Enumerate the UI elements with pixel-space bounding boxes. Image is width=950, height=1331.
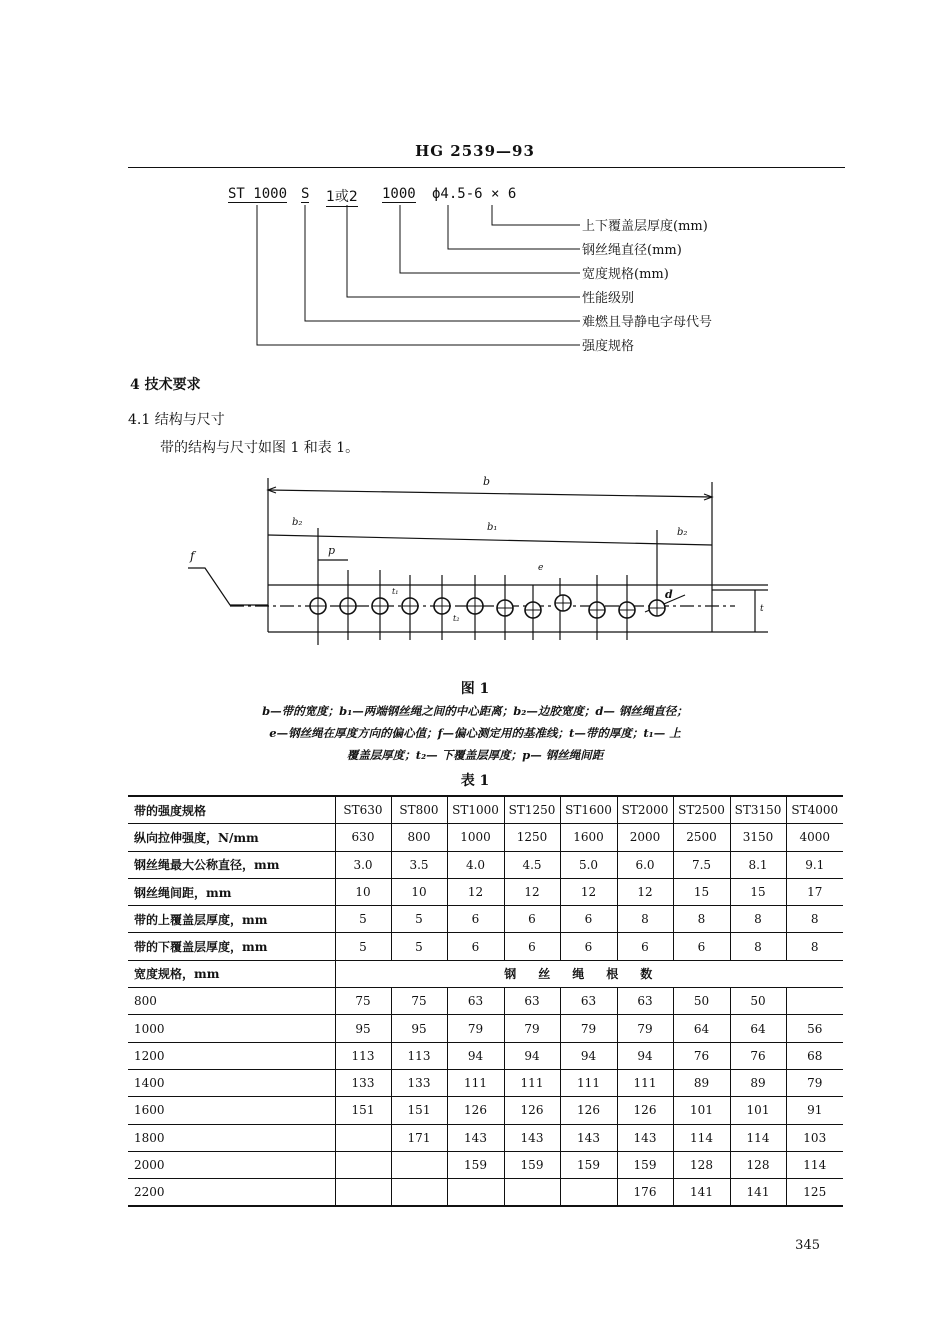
- table-cell: 1600: [560, 824, 617, 851]
- table-cell: 6: [617, 933, 673, 960]
- table-cell: 10: [335, 878, 391, 905]
- table-cell: 101: [673, 1097, 730, 1124]
- table-row: [128, 960, 843, 987]
- table-cell: 8: [617, 906, 673, 933]
- table-cell: 12: [560, 878, 617, 905]
- fig-label-d: d: [665, 588, 673, 601]
- fig-label-b2-right: b₂: [677, 527, 688, 538]
- table-1-title: 表 1: [460, 773, 490, 789]
- table-cell: 12: [504, 878, 560, 905]
- table-cell: 9.1: [786, 851, 843, 878]
- table-cell: 79: [504, 1015, 560, 1042]
- table-row: [128, 933, 843, 960]
- table-cell: 75: [335, 988, 391, 1015]
- table-cell: 94: [504, 1042, 560, 1069]
- fig-label-b: b: [483, 475, 491, 488]
- table-cell: 6: [504, 906, 560, 933]
- fig-label-t: t: [760, 604, 764, 614]
- table-cell: 63: [617, 988, 673, 1015]
- table-cell: 113: [391, 1042, 447, 1069]
- table-cell: 6.0: [617, 851, 673, 878]
- table-cell: 3150: [730, 824, 786, 851]
- table-cell: 111: [447, 1069, 504, 1096]
- table-row: [128, 906, 843, 933]
- table-row: [128, 878, 843, 905]
- table-cell: 76: [730, 1042, 786, 1069]
- table-row: [128, 1097, 843, 1124]
- table-cell: 68: [786, 1042, 843, 1069]
- table-cell: [504, 1179, 560, 1207]
- table-cell: 5: [335, 906, 391, 933]
- header-cell: ST1250: [504, 796, 560, 824]
- table-cell: 125: [786, 1179, 843, 1207]
- table-cell: 79: [617, 1015, 673, 1042]
- table-cell: 159: [504, 1151, 560, 1178]
- table-cell: 6: [560, 906, 617, 933]
- table-cell: 89: [730, 1069, 786, 1096]
- row-label: 1200: [128, 1042, 335, 1069]
- table-cell: 8: [730, 906, 786, 933]
- row-label: 1000: [128, 1015, 335, 1042]
- table-cell: 5: [391, 933, 447, 960]
- table-cell: 3.0: [335, 851, 391, 878]
- header-cell: ST1000: [447, 796, 504, 824]
- table-cell: 75: [391, 988, 447, 1015]
- section-4-1-text: 带的结构与尺寸如图 1 和表 1。: [160, 440, 360, 456]
- fig-label-p: p: [328, 544, 336, 557]
- row-label: 钢丝绳间距，mm: [128, 878, 335, 905]
- table-row: [128, 988, 843, 1015]
- table-cell: 126: [504, 1097, 560, 1124]
- table-cell: 56: [786, 1015, 843, 1042]
- table-cell: 6: [673, 933, 730, 960]
- row-label: 钢丝绳最大公称直径，mm: [128, 851, 335, 878]
- table-cell: 151: [391, 1097, 447, 1124]
- code-letter: S: [301, 186, 310, 202]
- table-cell: 6: [447, 906, 504, 933]
- table-cell: 15: [730, 878, 786, 905]
- table-cell: 4.5: [504, 851, 560, 878]
- row-label: 2200: [128, 1179, 335, 1207]
- table-row: [128, 1151, 843, 1178]
- table-cell: 5.0: [560, 851, 617, 878]
- fig-label-e: e: [538, 563, 544, 573]
- table-cell: 50: [730, 988, 786, 1015]
- table-cell: 91: [786, 1097, 843, 1124]
- table-cell: 151: [335, 1097, 391, 1124]
- figure-caption-line-3: 覆盖层厚度；t₂— 下覆盖层厚度；p— 钢丝绳间距: [346, 748, 604, 762]
- row-label: 2000: [128, 1151, 335, 1178]
- row-label: 1600: [128, 1097, 335, 1124]
- table-cell: 15: [673, 878, 730, 905]
- table-cell: 4000: [786, 824, 843, 851]
- table-cell: 64: [730, 1015, 786, 1042]
- table-cell: [786, 988, 843, 1015]
- row-label: 纵向拉伸强度，N/mm: [128, 824, 335, 851]
- table-cell: 50: [673, 988, 730, 1015]
- header-cell: ST3150: [730, 796, 786, 824]
- table-cell: 3.5: [391, 851, 447, 878]
- table-cell: 6: [447, 933, 504, 960]
- table-cell: 159: [617, 1151, 673, 1178]
- code-width: 1000: [382, 186, 416, 202]
- table-cell: 111: [504, 1069, 560, 1096]
- table-cell: [335, 1179, 391, 1207]
- table-cell: 17: [786, 878, 843, 905]
- table-cell: 143: [447, 1124, 504, 1151]
- table-cell: 10: [391, 878, 447, 905]
- page-number: 345: [795, 1238, 820, 1253]
- header-cell: ST800: [391, 796, 447, 824]
- row-label: 带的下覆盖层厚度，mm: [128, 933, 335, 960]
- table-cell: 143: [560, 1124, 617, 1151]
- table-cell: 159: [447, 1151, 504, 1178]
- table-cell: 8: [673, 906, 730, 933]
- fig-label-f: f: [190, 549, 195, 563]
- merged-header-cell: 钢丝绳根数: [335, 960, 843, 987]
- table-cell: 5: [335, 933, 391, 960]
- table-cell: 143: [617, 1124, 673, 1151]
- table-row: [128, 1042, 843, 1069]
- table-cell: 94: [447, 1042, 504, 1069]
- table-cell: 2000: [617, 824, 673, 851]
- table-cell: 95: [335, 1015, 391, 1042]
- header-cell: ST2500: [673, 796, 730, 824]
- legend-letter-code: 难燃且导静电字母代号: [582, 315, 713, 330]
- table-cell: 126: [447, 1097, 504, 1124]
- table-cell: 6: [504, 933, 560, 960]
- figure-caption-line-1: b—带的宽度；b₁—两端钢丝绳之间的中心距离；b₂—边胶宽度；d— 钢丝绳直径；: [262, 704, 688, 718]
- table-cell: 79: [786, 1069, 843, 1096]
- table-cell: 126: [617, 1097, 673, 1124]
- table-cell: 95: [391, 1015, 447, 1042]
- row-label: 带的上覆盖层厚度，mm: [128, 906, 335, 933]
- table-cell: 6: [560, 933, 617, 960]
- header-cell: 带的强度规格: [128, 796, 335, 824]
- table-cell: 141: [673, 1179, 730, 1207]
- figure-caption-line-2: e—钢丝绳在厚度方向的偏心值；f—偏心测定用的基准线；t—带的厚度；t₁— 上: [269, 726, 681, 740]
- table-row: [128, 1069, 843, 1096]
- table-cell: 126: [560, 1097, 617, 1124]
- table-cell: 128: [730, 1151, 786, 1178]
- table-row: [128, 851, 843, 878]
- legend-cover-thickness: 上下覆盖层厚度(mm): [582, 219, 708, 234]
- table-cell: 133: [391, 1069, 447, 1096]
- table-cell: 8: [786, 933, 843, 960]
- table-1: [128, 795, 843, 1207]
- table-cell: 2500: [673, 824, 730, 851]
- table-cell: 64: [673, 1015, 730, 1042]
- table-cell: [447, 1179, 504, 1207]
- code-strength: ST 1000: [228, 186, 288, 202]
- section-4-heading: 4 技术要求: [130, 377, 201, 393]
- table-cell: 5: [391, 906, 447, 933]
- table-cell: 159: [560, 1151, 617, 1178]
- table-cell: 89: [673, 1069, 730, 1096]
- row-label: 1400: [128, 1069, 335, 1096]
- table-cell: 7.5: [673, 851, 730, 878]
- header-cell: ST2000: [617, 796, 673, 824]
- legend-strength-spec: 强度规格: [582, 339, 635, 354]
- table-cell: 79: [560, 1015, 617, 1042]
- table-cell: 94: [617, 1042, 673, 1069]
- row-label: 800: [128, 988, 335, 1015]
- table-cell: 63: [447, 988, 504, 1015]
- table-cell: [335, 1151, 391, 1178]
- table-cell: [391, 1151, 447, 1178]
- table-cell: 101: [730, 1097, 786, 1124]
- table-cell: 114: [786, 1151, 843, 1178]
- header-cell: ST1600: [560, 796, 617, 824]
- table-cell: 8.1: [730, 851, 786, 878]
- table-cell: 176: [617, 1179, 673, 1207]
- table-cell: 143: [504, 1124, 560, 1151]
- figure-1-title: 图 1: [460, 681, 490, 697]
- table-cell: 1250: [504, 824, 560, 851]
- table-cell: [560, 1179, 617, 1207]
- table-cell: 630: [335, 824, 391, 851]
- table-row: [128, 1179, 843, 1207]
- legend-performance-grade: 性能级别: [582, 291, 635, 306]
- code-diameter-thickness: ϕ4.5-6 × 6: [432, 186, 517, 202]
- table-cell: 103: [786, 1124, 843, 1151]
- table-cell: 94: [560, 1042, 617, 1069]
- table-cell: 113: [335, 1042, 391, 1069]
- table-cell: 63: [504, 988, 560, 1015]
- header-cell: ST4000: [786, 796, 843, 824]
- table-cell: 114: [673, 1124, 730, 1151]
- table-cell: [335, 1124, 391, 1151]
- table-cell: 111: [560, 1069, 617, 1096]
- table-cell: [391, 1179, 447, 1207]
- fig-label-t1: t₁: [392, 587, 399, 596]
- table-cell: 8: [786, 906, 843, 933]
- table-row: [128, 1124, 843, 1151]
- table-cell: 133: [335, 1069, 391, 1096]
- table-cell: 63: [560, 988, 617, 1015]
- row-label: 宽度规格，mm: [128, 960, 335, 987]
- table-cell: 1000: [447, 824, 504, 851]
- legend-width-spec: 宽度规格(mm): [582, 267, 669, 282]
- table-cell: 141: [730, 1179, 786, 1207]
- page-header-title: HG 2539—93: [415, 142, 535, 160]
- fig-label-b2-left: b₂: [292, 517, 303, 528]
- header-cell: ST630: [335, 796, 391, 824]
- table-cell: 12: [447, 878, 504, 905]
- table-row: [128, 824, 843, 851]
- table-row: [128, 1015, 843, 1042]
- table-cell: 8: [730, 933, 786, 960]
- table-cell: 128: [673, 1151, 730, 1178]
- fig-label-t2: t₂: [453, 614, 460, 623]
- table-cell: 12: [617, 878, 673, 905]
- code-grade: 1或2: [326, 186, 358, 207]
- table-header-row: [128, 796, 843, 824]
- table-cell: 79: [447, 1015, 504, 1042]
- section-4-1-heading: 4.1 结构与尺寸: [128, 412, 225, 428]
- table-cell: 76: [673, 1042, 730, 1069]
- table-cell: 114: [730, 1124, 786, 1151]
- table-cell: 171: [391, 1124, 447, 1151]
- table-cell: 111: [617, 1069, 673, 1096]
- legend-rope-diameter: 钢丝绳直径(mm): [582, 243, 682, 258]
- table-cell: 800: [391, 824, 447, 851]
- fig-label-b1: b₁: [487, 522, 498, 533]
- row-label: 1800: [128, 1124, 335, 1151]
- table-cell: 4.0: [447, 851, 504, 878]
